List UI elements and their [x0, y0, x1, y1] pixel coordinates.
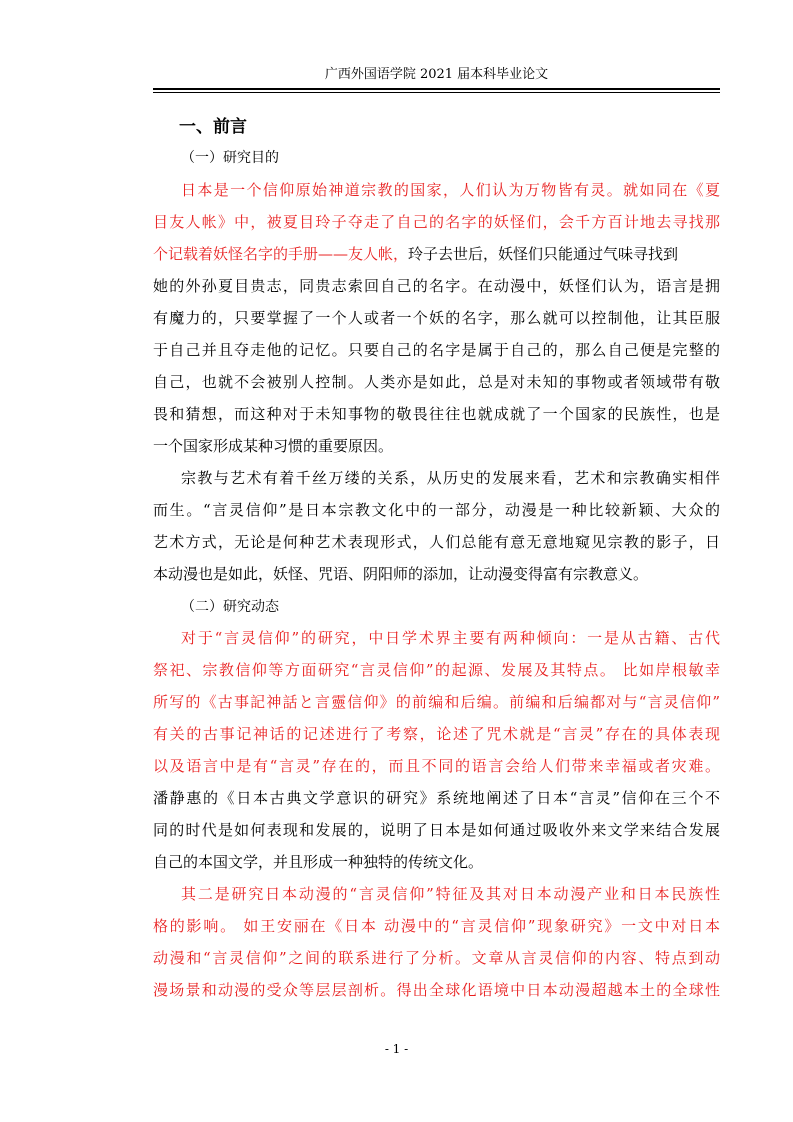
text-line: [153, 244, 720, 264]
header-rule-thin: [153, 92, 720, 93]
text-line: 日本是一个信仰原始神道宗教的国家，人们认为万物皆有灵。就如同在《夏: [181, 181, 720, 199]
text-line: 艺术方式，无论是何种艺术表现形式，人们总能有意无意地窥见宗教的影子，日: [153, 533, 720, 551]
text-line: 所写的《古事記神話と言靈信仰》的前编和后编。前编和后编都对与“言灵信仰”: [153, 693, 720, 711]
text-line: 以及语言中是有“言灵”存在的，而且不同的语言会给人们带来幸福或者灾难。: [153, 757, 720, 775]
text-line: 动漫和“言灵信仰”之间的联系进行了分析。文章从言灵信仰的内容、特点到动: [153, 949, 720, 967]
subsection-title-purpose: （一）研究目的: [181, 150, 279, 166]
section-title: 一、前言: [179, 117, 247, 137]
text-line: 有关的古事记神话的记述进行了考察，论述了咒术就是“言灵”存在的具体表现: [153, 725, 720, 743]
subsection-title-trends: （二）研究动态: [181, 599, 279, 615]
text-line: 宗教与艺术有着千丝万缕的关系，从历史的发展来看，艺术和宗教确实相伴: [181, 469, 720, 487]
text-segment-red: 个记载着妖怪名字的手册——友人帐，: [153, 245, 409, 263]
running-header: 广西外国语学院 2021 届本科毕业论文: [324, 67, 549, 82]
text-line: 潘静惠的《日本古典文学意识的研究》系统地阐述了日本“言灵”信仰在三个不: [153, 789, 720, 807]
text-line: 目友人帐》中，被夏目玲子夺走了自己的名字的妖怪们，会千方百计地去寻找那: [153, 213, 720, 231]
header-rule-thick: [153, 88, 720, 90]
page-number: - 1 -: [384, 1042, 409, 1056]
text-line: 其二是研究日本动漫的“言灵信仰”特征及其对日本动漫产业和日本民族性: [181, 885, 720, 903]
text-line: 有魔力的，只要掌握了一个人或者一个妖的名字，那么就可以控制他，让其臣服: [153, 309, 720, 327]
text-line: 本动漫也是如此，妖怪、咒语、阴阳师的添加，让动漫变得富有宗教意义。: [153, 565, 649, 583]
text-line: 对于“言灵信仰”的研究，中日学术界主要有两种倾向：一是从古籍、古代: [181, 629, 720, 647]
text-line: 祭祀、宗教信仰等方面研究“言灵信仰”的起源、发展及其特点。 比如岸根敏幸: [153, 661, 720, 679]
text-line: 于自己并且夺走他的记忆。只要自己的名字是属于自己的，那么自己便是完整的: [153, 341, 720, 359]
text-line: 一个国家形成某种习惯的重要原因。: [153, 437, 394, 455]
text-line: 她的外孙夏目贵志，同贵志索回自己的名字。在动漫中，妖怪们认为，语言是拥: [153, 277, 720, 295]
text-line: 自己，也就不会被别人控制。人类亦是如此，总是对未知的事物或者领域带有敬: [153, 373, 720, 391]
text-line: 同的时代是如何表现和发展的，说明了日本是如何通过吸收外来文学来结合发展: [153, 821, 720, 839]
text-line: 而生。“言灵信仰”是日本宗教文化中的一部分，动漫是一种比较新颖、大众的: [153, 501, 720, 519]
text-line: 畏和猜想，而这种对于未知事物的敬畏往往也就成就了一个国家的民族性，也是: [153, 405, 720, 423]
text-line: 格的影响。 如王安丽在《日本 动漫中的“言灵信仰”现象研究》一文中对日本: [153, 917, 720, 935]
text-segment: 玲子去世后，妖怪们只能通过气味寻找到: [408, 245, 679, 263]
text-line: 自己的本国文学，并且形成一种独特的传统文化。: [153, 853, 484, 871]
text-line: 漫场景和动漫的受众等层层剖析。得出全球化语境中日本动漫超越本土的全球性: [153, 981, 720, 999]
